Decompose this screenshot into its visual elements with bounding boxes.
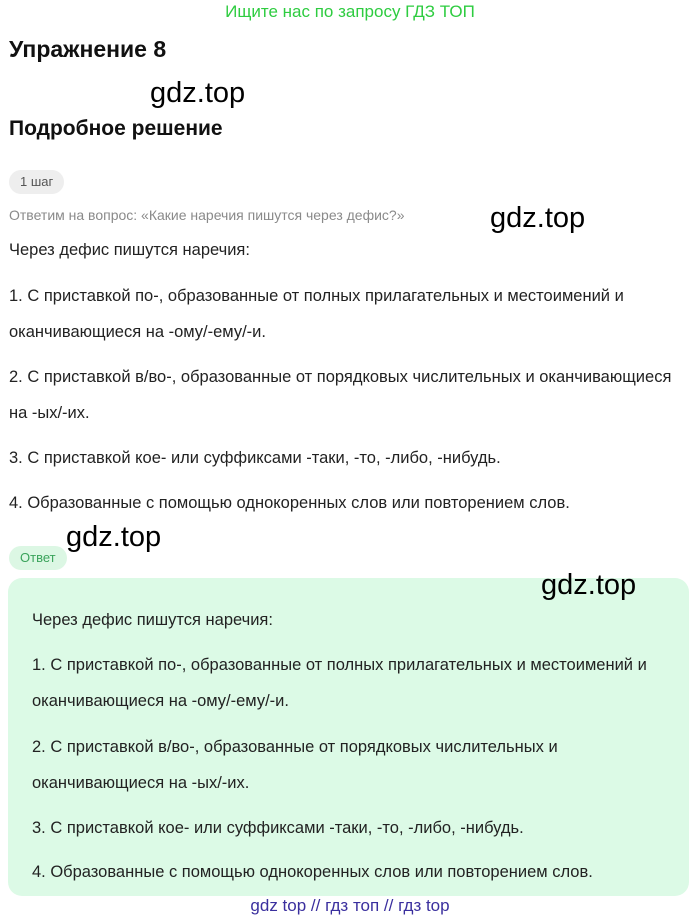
watermark: gdz.top xyxy=(66,521,162,553)
watermark: gdz.top xyxy=(541,569,637,601)
answer-item-4: 4. Образованные с помощью однокоренных слов или повторением слов. xyxy=(32,863,593,881)
answer-intro: Через дефис пишутся наречия: xyxy=(32,611,273,629)
section-title: Подробное решение xyxy=(9,117,223,140)
watermark: gdz.top xyxy=(490,202,586,234)
search-banner: Ищите нас по запросу ГДЗ ТОП xyxy=(225,2,475,21)
solution-item-2: 2. С приставкой в/во-, образованные от порядковых числительных и оканчивающиеся на -ых/-их. xyxy=(9,368,672,422)
step-badge: 1 шаг xyxy=(9,170,64,194)
solution-intro: Через дефис пишутся наречия: xyxy=(9,241,250,259)
answer-item-2: 2. С приставкой в/во-, образованные от порядковых числительных и оканчивающиеся на -ых/-их. xyxy=(32,738,558,792)
question-text: Ответим на вопрос: «Какие наречия пишутся через дефис?» xyxy=(9,207,405,223)
answer-box xyxy=(8,578,689,896)
exercise-title: Упражнение 8 xyxy=(9,36,167,62)
answer-item-3: 3. С приставкой кое- или суффиксами -таки, -то, -либо, -нибудь. xyxy=(32,819,524,837)
answer-item-1: 1. С приставкой по-, образованные от полных прилагательных и местоимений и оканчивающиеся на -ому/-ему/-и. xyxy=(32,656,647,710)
footer-links[interactable]: gdz top // гдз топ // гдз top xyxy=(250,896,450,915)
solution-item-3: 3. С приставкой кое- или суффиксами -таки, -то, -либо, -нибудь. xyxy=(9,449,501,467)
watermark: gdz.top xyxy=(150,77,246,109)
solution-item-4: 4. Образованные с помощью однокоренных слов или повторением слов. xyxy=(9,494,570,512)
answer-badge: Ответ xyxy=(9,546,67,570)
solution-item-1: 1. С приставкой по-, образованные от полных прилагательных и местоимений и оканчивающиеся на -ому/-ему/-и. xyxy=(9,287,624,341)
